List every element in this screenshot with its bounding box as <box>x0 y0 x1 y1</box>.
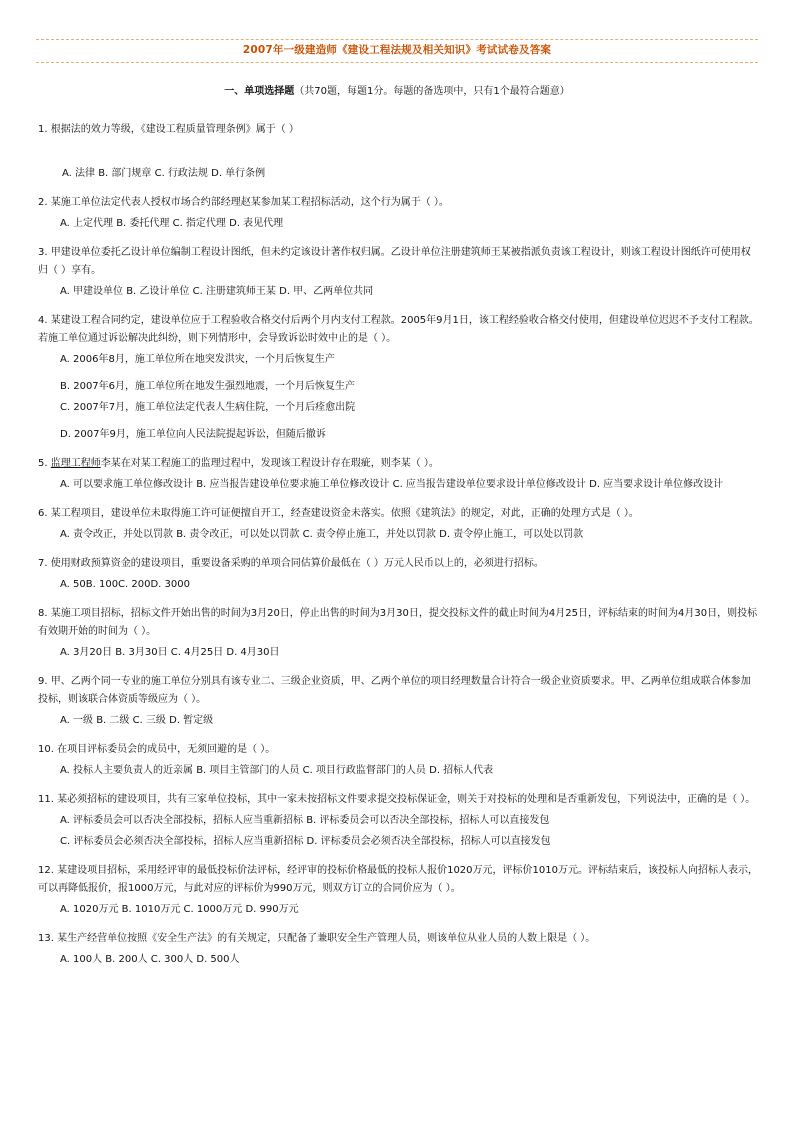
question-12 <box>38 862 760 919</box>
options-line-2: C. 评标委员会必须否决全部投标，招标人应当重新招标 D. 评标委员会必须否决全部投标，招标人可以直接发包 <box>60 836 551 847</box>
question-options: A. 甲建设单位 B. 乙设计单位 C. 注册建筑师王某 D. 甲、乙两单位共同 <box>60 286 374 297</box>
question-13 <box>38 930 760 969</box>
question-stem: 12. 某建设项目招标，采用经评审的最低投标价法评标，经评审的投标价格最低的投标人报价1020万元，评标价1010万元。评标结束后，该投标人向招标人表示，可以再降低报价，报1000万元，与此对应的评标价为990万元，则双方订立的合同价应为（ ）。 <box>38 865 758 894</box>
question-options: A. 100人 B. 200人 C. 300人 D. 500人 <box>60 954 240 965</box>
question-stem: 3. 甲建设单位委托乙设计单位编制工程设计图纸，但未约定该设计著作权归属。乙设计单位注册建筑师王某被指派负责该工程设计，则该工程设计图纸许可使用权归（ ）享有。 <box>38 247 751 276</box>
page-title: 2007年一级建造师《建设工程法规及相关知识》考试试卷及答案 <box>242 44 552 56</box>
question-5 <box>38 455 760 494</box>
option-d: D. 2007年9月，施工单位向人民法院提起诉讼，但随后撤诉 <box>60 429 326 440</box>
title-divider <box>36 62 758 63</box>
question-3 <box>38 244 760 301</box>
question-11 <box>38 791 760 851</box>
question-1 <box>38 121 760 183</box>
question-stem: 6. 某工程项目，建设单位未取得施工许可证便擅自开工，经查建设资金未落实。依照《建筑法》的规定，对此，正确的处理方式是（ ）。 <box>38 508 639 519</box>
question-options: A. 责令改正，并处以罚款 B. 责令改正，可以处以罚款 C. 责令停止施工，并处以罚款 D. 责令停止施工，可以处以罚款 <box>60 529 584 540</box>
question-7 <box>38 555 760 594</box>
question-8 <box>38 605 760 662</box>
section-note: （共70题，每题1分。每题的备选项中，只有1个最符合题意） <box>294 86 570 97</box>
question-9 <box>38 673 760 730</box>
question-options: A. 一级 B. 二级 C. 三级 D. 暂定级 <box>60 715 214 726</box>
question-10 <box>38 741 760 780</box>
question-stem: 7. 使用财政预算资金的建设项目，重要设备采购的单项合同估算价最低在（ ）万元人民币以上的，必须进行招标。 <box>38 558 544 569</box>
question-options: A. 可以要求施工单位修改设计 B. 应当报告建设单位要求施工单位修改设计 C. 应当报告建设单位要求设计单位修改设计 D. 应当要求设计单位修改设计 <box>60 479 724 490</box>
question-options: A. 50B. 100C. 200D. 3000 <box>60 579 190 590</box>
question-options: A. 3月20日 B. 3月30日 C. 4月25日 D. 4月30日 <box>60 647 280 658</box>
question-stem: 9. 甲、乙两个同一专业的施工单位分别具有该专业二、三级企业资质，甲、乙两个单位的项目经理数量合计符合一级企业资质要求。甲、乙两单位组成联合体参加投标，则该联合体资质等级应为（ ）。 <box>38 676 751 705</box>
question-2 <box>38 194 760 233</box>
question-stem: 2. 某施工单位法定代表人授权市场合约部经理赵某参加某工程招标活动，这个行为属于（ ）。 <box>38 197 449 208</box>
stem-prefix: 5. <box>38 458 51 469</box>
question-stem: 8. 某施工项目招标，招标文件开始出售的时间为3月20日，停止出售的时间为3月30日，提交投标文件的截止时间为4月25日，评标结束的时间为4月30日，则投标有效期开始的时间为（ ）。 <box>38 608 758 637</box>
question-options: A. 1020万元 B. 1010万元 C. 1000万元 D. 990万元 <box>60 904 299 915</box>
question-options: A. 上定代理 B. 委托代理 C. 指定代理 D. 表见代理 <box>60 218 284 229</box>
options-line-1: A. 评标委员会可以否决全部投标，招标人应当重新招标 B. 评标委员会可以否决全部投标，招标人可以直接发包 <box>60 815 550 826</box>
option-b: B. 2007年6月，施工单位所在地发生强烈地震，一个月后恢复生产 <box>60 381 356 392</box>
option-a: A. 2006年8月，施工单位所在地突发洪灾，一个月后恢复生产 <box>60 354 335 365</box>
question-options: A. 法律 B. 部门规章 C. 行政法规 D. 单行条例 <box>62 168 266 179</box>
question-4 <box>38 312 760 444</box>
section-heading: 一、单项选择题 <box>224 86 295 97</box>
question-stem: 1. 根据法的效力等级，《建设工程质量管理条例》属于（ ） <box>38 124 299 135</box>
question-stem: 4. 某建设工程合同约定，建设单位应于工程验收合格交付后两个月内支付工程款。2005年9月1日，该工程经验收合格交付使用，但建设单位迟迟不予支付工程款。若施工单位通过诉讼解决此纠纷，则下列情形中，会导致诉讼时效中止的是（ ）。 <box>38 315 759 344</box>
section-header <box>0 82 794 97</box>
option-c: C. 2007年7月，施工单位法定代表人生病住院，一个月后痊愈出院 <box>60 402 356 413</box>
question-6 <box>38 505 760 544</box>
question-list <box>38 121 760 980</box>
question-stem <box>38 455 760 473</box>
question-options: A. 投标人主要负责人的近亲属 B. 项目主管部门的人员 C. 项目行政监督部门的人员 D. 招标人代表 <box>60 765 494 776</box>
stem-underlined-term: 监理工程师 <box>50 458 101 469</box>
question-stem: 10. 在项目评标委员会的成员中，无须回避的是（ ）。 <box>38 744 276 755</box>
stem-rest: 李某在对某工程施工的监理过程中，发现该工程设计存在瑕疵，则李某（ ）。 <box>100 458 439 469</box>
top-divider <box>36 39 758 40</box>
question-stem: 11. 某必须招标的建设项目，共有三家单位投标，其中一家未按招标文件要求提交投标保证金，则关于对投标的处理和是否重新发包，下列说法中，正确的是（ ）。 <box>38 794 756 805</box>
question-stem: 13. 某生产经营单位按照《安全生产法》的有关规定，只配备了兼职安全生产管理人员，则该单位从业人员的人数上限是（ ）。 <box>38 933 596 944</box>
